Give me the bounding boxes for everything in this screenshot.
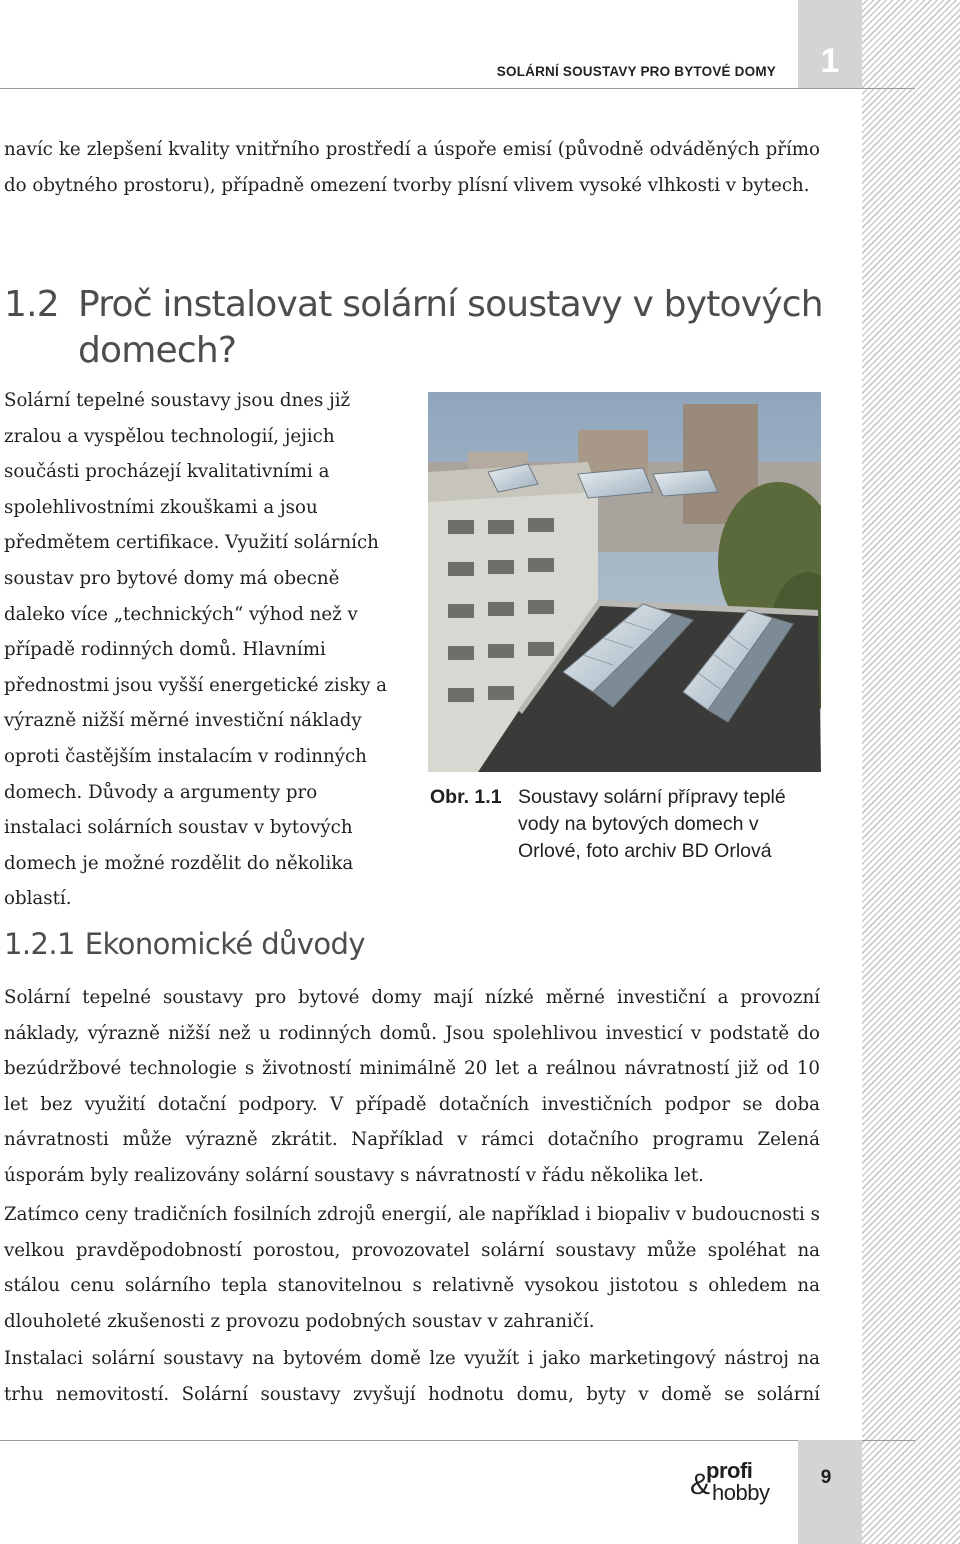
section-number: 1.2 (4, 284, 59, 325)
logo-ampersand: & (690, 1468, 711, 1501)
page-tab (798, 1440, 862, 1544)
chapter-number: 1 (820, 42, 840, 80)
page-number: 9 (820, 1467, 832, 1488)
footer-rule (0, 1440, 915, 1441)
running-head: SOLÁRNÍ SOUSTAVY PRO BYTOVÉ DOMY (496, 64, 776, 79)
header-rule (0, 88, 915, 89)
body-paragraph-2: Zatímco ceny tradičních fosilních zdrojů energií, ale například i biopaliv v budoucnosti s velkou pravděpodobností porostou, provozovatel solární soustavy může spoléhat na stálou cenu solárního tepla stanovitelnou s relativně vysokou jistotou s ohledem na dlouholeté zkušenosti z provozu podobných soustav v zahraničí. (4, 1204, 820, 1332)
logo-hobby: hobby (712, 1480, 770, 1505)
subsection-title: Ekonomické důvody (84, 927, 365, 961)
logo-profi: profi (706, 1458, 753, 1483)
section-paragraph: Solární tepelné soustavy jsou dnes již zralou a vyspělou technologií, jejich součásti procházejí kvalitativními a spolehlivostními zkouškami a jsou předmětem certifikace. Využití solárních soustav pro bytové domy má obecně daleko více „technických“ výhod než v případě rodinných domů. Hlavními přednostmi jsou vyšší energetické zisky a výrazně nižší měrné investiční náklady oproti častějším instalacím v rodinných domech. Důvody a argumenty pro instalaci solárních soustav v bytových domech je možné rozdělit do několika oblastí. (4, 390, 387, 910)
subsection-number: 1.2.1 (4, 927, 75, 961)
publisher-logo (690, 1458, 780, 1508)
section-title-line2: domech? (78, 330, 237, 371)
section-title-line1: Proč instalovat solární soustavy v bytových (78, 284, 823, 325)
figure-caption-text: Soustavy solární přípravy teplé vody na bytových domech v Orlové, foto archiv BD Orlová (518, 786, 786, 862)
body-paragraph-3: Instalaci solární soustavy na bytovém domě lze využít i jako marketingový nástroj na trhu nemovitostí. Solární soustavy zvyšují hodnotu domu, byty v domě se solární (4, 1348, 820, 1405)
margin-hatch-pattern (862, 0, 960, 1544)
body-paragraph-1: Solární tepelné soustavy pro bytové domy mají nízké měrné investiční a provozní náklady, výrazně nižší než u rodinných domů. Jsou spolehlivou investicí v podstatě do bezúdržbové technologie s životností minimálně 20 let a reálnou návratností již od 10 let bez využití dotační podpory. V případě dotačních investičních podpor se doba návratnosti může výrazně zkrátit. Například v rámci dotačního programu Zelená úsporám byly realizovány solární soustavy s návratností v řádu několika let. (4, 987, 820, 1186)
section-heading (4, 282, 823, 374)
intro-paragraph: navíc ke zlepšení kvality vnitřního prostředí a úspoře emisí (původně odváděných přímo do obytného prostoru), případně omezení tvorby plísní vlivem vysoké vlhkosti v bytech. (4, 139, 820, 196)
solar-roof-photo (428, 392, 821, 772)
subsection-heading (4, 924, 365, 964)
figure-label: Obr. 1.1 (430, 786, 502, 808)
